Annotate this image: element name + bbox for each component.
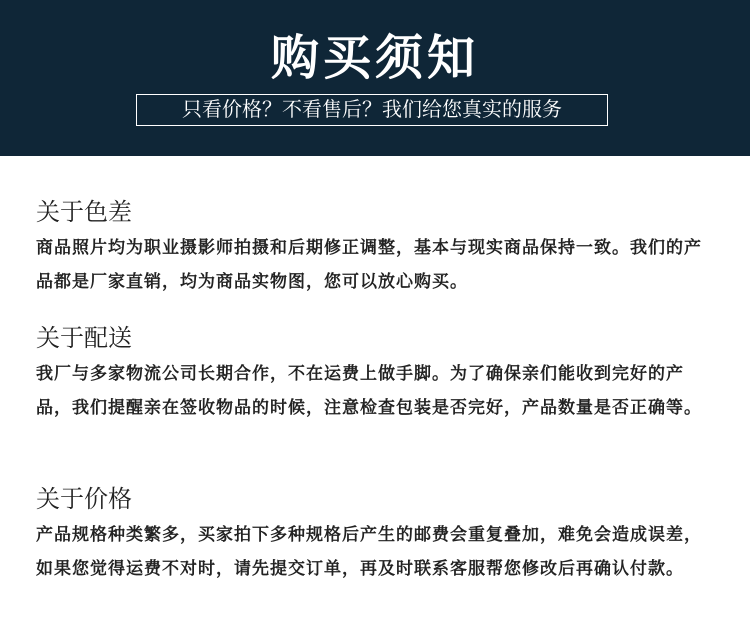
section-price <box>36 484 716 586</box>
page-title: 购买须知 <box>270 30 479 86</box>
section-title: 关于价格 <box>36 485 132 513</box>
header-banner <box>0 0 750 156</box>
section-body: 产品规格种类繁多，买家拍下多种规格后产生的邮费会重复叠加，难免会造成误差，如果您觉得运费不对时，请先提交订单，再及时联系客服帮您修改后再确认付款。 <box>36 525 702 579</box>
section-title: 关于色差 <box>36 198 132 226</box>
section-color-difference <box>36 197 716 299</box>
section-body: 商品照片均为职业摄影师拍摄和后期修正调整，基本与现实商品保持一致。我们的产品都是厂家直销，均为商品实物图，您可以放心购买。 <box>36 238 702 292</box>
header-subtitle: 只看价格？不看售后？我们给您真实的服务 <box>136 94 608 126</box>
section-title: 关于配送 <box>36 324 132 352</box>
section-delivery <box>36 323 716 425</box>
section-body: 我厂与多家物流公司长期合作，不在运费上做手脚。为了确保亲们能收到完好的产品，我们提醒亲在签收物品的时候，注意检查包装是否完好，产品数量是否正确等。 <box>36 364 702 418</box>
